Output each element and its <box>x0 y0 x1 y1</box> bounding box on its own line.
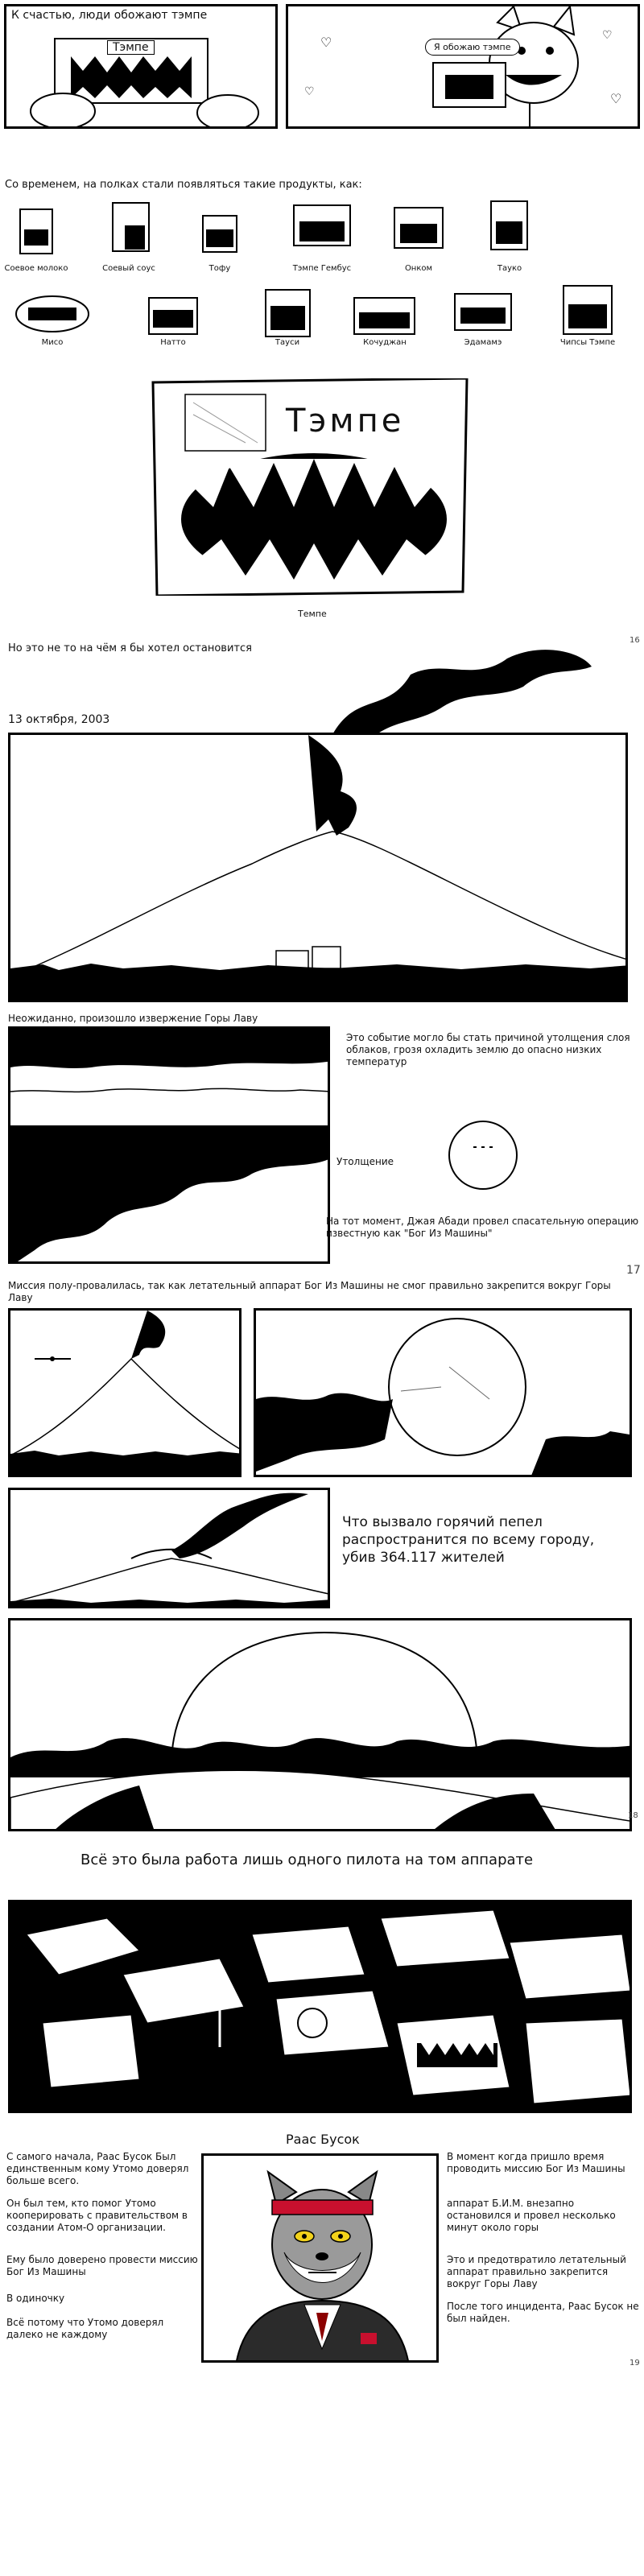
fox-drawing <box>288 6 640 129</box>
package-label: Тэмпе <box>107 40 155 55</box>
product-label-1: Соевое молоко <box>4 264 68 273</box>
products-row-1 <box>0 193 644 282</box>
panel-ash-dome <box>8 1618 632 1831</box>
right-text-1: В момент когда пришло время проводить миссию Бог Из Машины <box>447 2151 625 2174</box>
svg-text:♡: ♡ <box>320 35 332 50</box>
operation-caption: На тот момент, Джая Абади провел спасательную операцию известную как "Бог Из Машины" <box>326 1216 639 1239</box>
volcano-craft-drawing <box>10 1311 242 1477</box>
left-text-3: Ему было доверено провести миссию Бог Из Машины <box>6 2254 198 2277</box>
thickening-label: Утолщение <box>336 1156 394 1167</box>
cloud-thickening-drawing <box>10 1029 330 1264</box>
product-label-8: Натто <box>160 338 186 347</box>
big-tempeh-package <box>149 378 471 596</box>
product-label-9: Тауси <box>275 338 300 347</box>
speech-bubble: Я обожаю тэмпе <box>425 39 520 56</box>
svg-text:♡: ♡ <box>602 29 613 42</box>
product-label-3: Тофу <box>208 264 231 273</box>
panel-sphere-smoke <box>254 1308 632 1477</box>
top-caption: К счастью, люди обожают тэмпе <box>11 9 208 22</box>
page-number-18: 18 <box>628 1811 638 1820</box>
failure-caption: Миссия полу-провалилась, так как летательный аппарат Бог Из Машины не смог правильно закрепится вокруг Горы Лаву <box>8 1280 611 1303</box>
product-label-6: Тауко <box>497 264 522 273</box>
right-text-3: Это и предотвратило летательный аппарат правильно закрепится вокруг Горы Лаву <box>447 2254 626 2289</box>
panel-cloud-thickening <box>8 1026 330 1264</box>
portrait-drawing <box>204 2156 439 2363</box>
svg-text:♡: ♡ <box>304 85 315 98</box>
panel-distant-plume <box>8 1488 330 1608</box>
left-text-2: Он был тем, кто помог Утомо кооперировать с правительством в создании Атом-О организации. <box>6 2198 188 2233</box>
product-label-7: Мисо <box>41 338 64 347</box>
big-package-label: Тэмпе <box>286 402 405 440</box>
bottom-caption-p1: Но это не то на чём я бы хотел остановится <box>8 642 252 654</box>
panel-fox-loves-tempeh <box>286 4 640 129</box>
big-package-caption: Темпе <box>298 609 327 619</box>
panel-volcano-craft <box>8 1308 242 1477</box>
right-text-2: аппарат Б.И.М. внезапно остановился и провел несколько минут около горы <box>447 2198 616 2233</box>
panel-city <box>8 1900 632 2113</box>
left-text-5: Всё потому что Утомо доверял далеко не каждому <box>6 2317 164 2340</box>
product-label-5: Онком <box>404 264 433 273</box>
hands-tempeh-drawing <box>6 6 278 129</box>
product-label-4: Тэмпе Гембус <box>292 264 352 273</box>
distant-plume-drawing <box>10 1490 330 1608</box>
smoke-plume-above <box>322 642 596 739</box>
left-text-4: В одиночку <box>6 2293 65 2304</box>
volcano-landscape-drawing <box>10 735 628 1002</box>
left-text-1: С самого начала, Раас Бусок Был единственным кому Утомо доверял больше всего. <box>6 2151 189 2186</box>
product-label-12: Чипсы Тэмпе <box>559 338 616 347</box>
products-caption: Со временем, на полках стали появляться такие продукты, как: <box>5 179 362 191</box>
panel-volcano-landscape <box>8 733 628 1002</box>
ash-caption: Что вызвало горячий пепел распространится по всему городу, убив 364.117 жителей <box>342 1514 595 1566</box>
date-caption: 13 октября, 2003 <box>8 713 110 726</box>
name-title: Раас Бусок <box>286 2132 360 2147</box>
products-row-1-drawing <box>0 193 644 262</box>
event-caption: Это событие могло бы стать причиной утолщения слоя облаков, грозя охладить землю до опасно низких температур <box>346 1032 630 1067</box>
right-text-4: После того инцидента, Раас Бусок не был найден. <box>447 2301 639 2324</box>
page-number-17: 17 <box>626 1264 641 1277</box>
svg-text:♡: ♡ <box>610 91 622 106</box>
product-label-2: Соевый соус <box>102 264 155 273</box>
panel-hands-tempeh <box>4 4 278 129</box>
page-number-19: 19 <box>630 2359 640 2368</box>
ash-dome-drawing <box>10 1620 632 1831</box>
page-number-16: 16 <box>630 636 640 645</box>
products-row-2-drawing <box>0 282 644 342</box>
eruption-caption: Неожиданно, произошло извержение Горы Лаву <box>8 1013 258 1024</box>
panel-portrait <box>201 2153 439 2363</box>
sphere-drawing <box>435 1115 531 1195</box>
city-drawing <box>10 1902 632 2113</box>
products-row-2 <box>0 282 644 362</box>
sphere-smoke-drawing <box>256 1311 632 1477</box>
product-label-11: Эдамамэ <box>464 338 502 347</box>
pilot-caption: Всё это была работа лишь одного пилота на том аппарате <box>80 1852 534 1868</box>
product-label-10: Кочуджан <box>363 338 407 347</box>
